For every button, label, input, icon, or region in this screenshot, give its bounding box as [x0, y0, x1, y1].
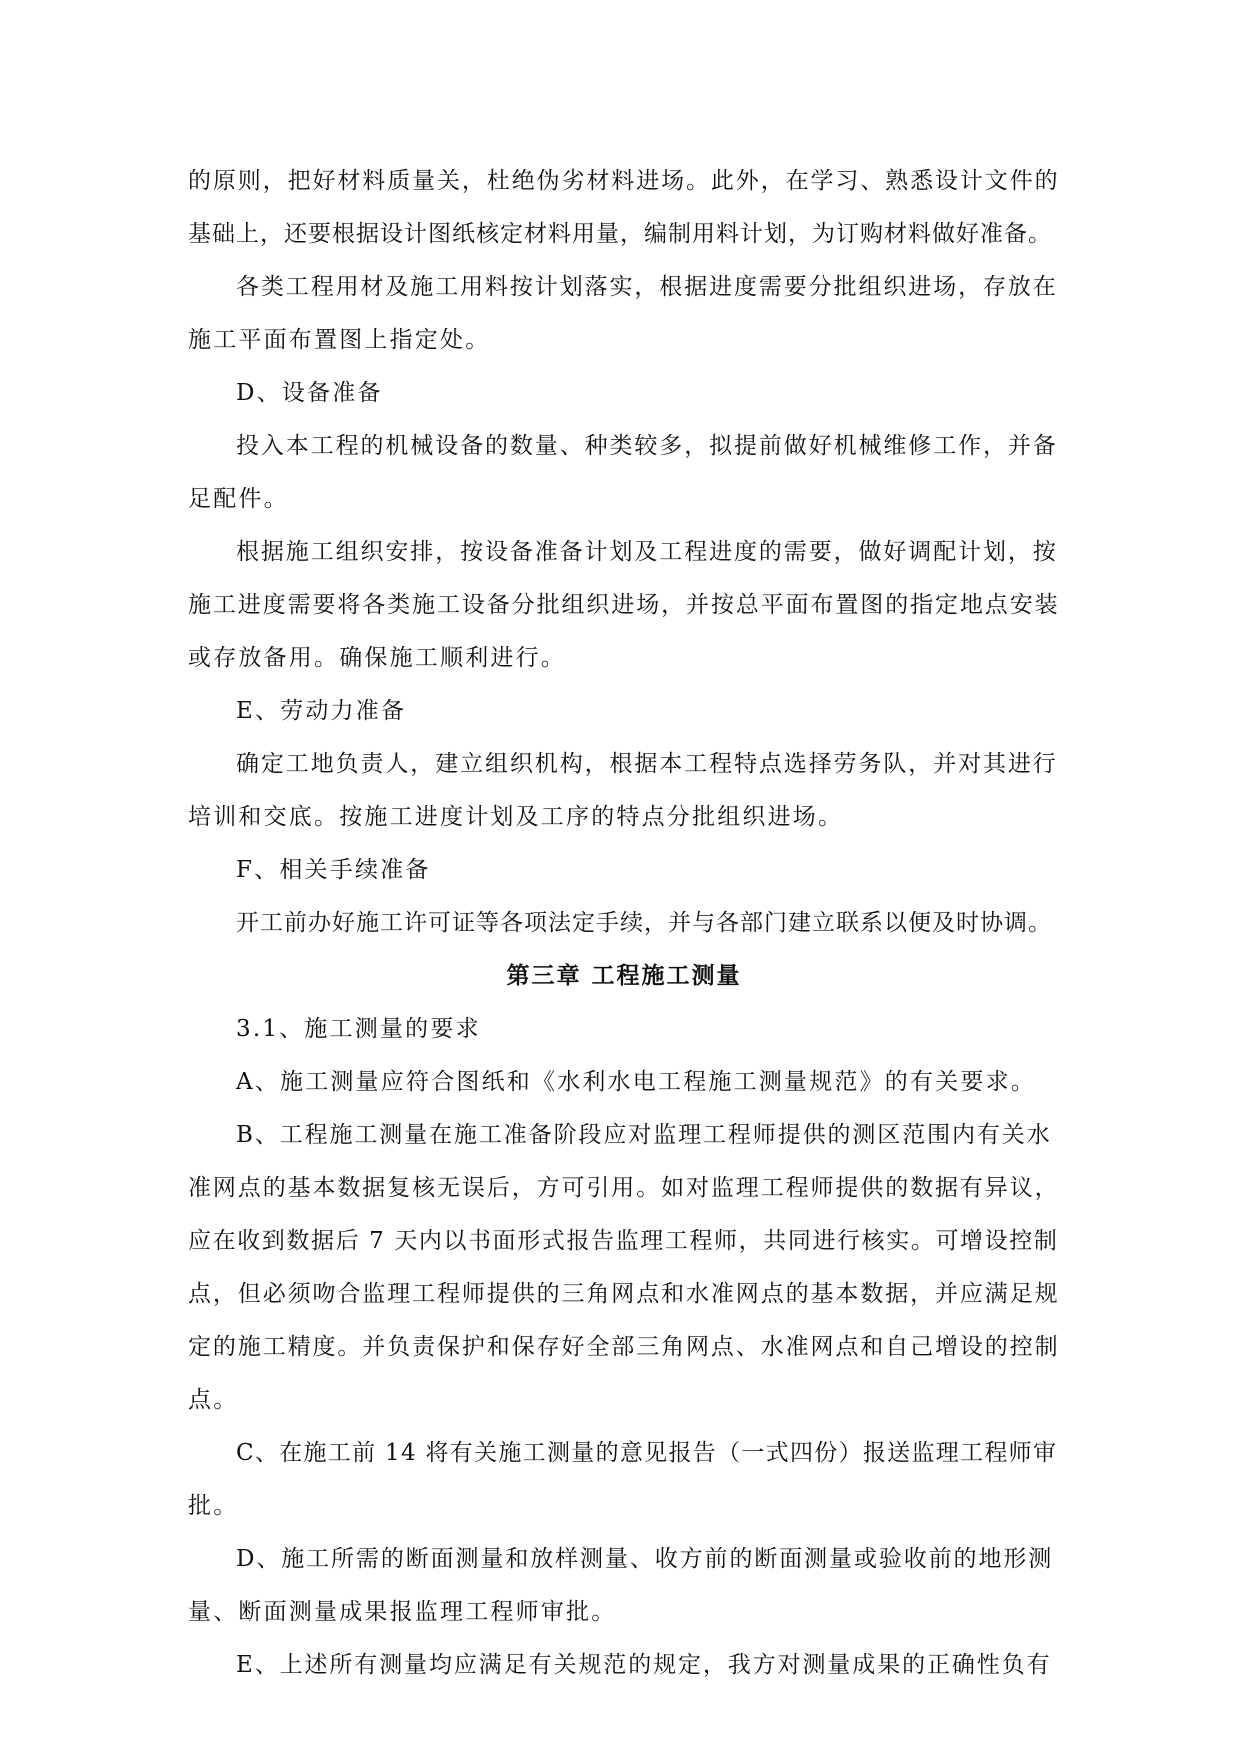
text-line: D、设备准备: [236, 380, 383, 406]
text-line: 根据施工组织安排，按设备准备计划及工程进度的需要，做好调配计划，按: [236, 539, 1058, 565]
document-page: [188, 155, 1060, 1692]
text-line: 投入本工程的机械设备的数量、种类较多，拟提前做好机械维修工作，并备: [236, 433, 1058, 459]
text-line: 3.1、施工测量的要求: [236, 1016, 481, 1042]
text-line: F、相关手续准备: [236, 857, 431, 883]
text-line: 足配件。: [188, 486, 289, 512]
text-line: 批。: [188, 1493, 239, 1519]
text-line: 量、断面测量成果报监理工程师审批。: [188, 1599, 617, 1625]
text-line: 应在收到数据后 7 天内以书面形式报告监理工程师，共同进行核实。可增设控制: [188, 1228, 1059, 1254]
text-line: 培训和交底。按施工进度计划及工序的特点分批组织进场。: [188, 804, 844, 830]
chapter-heading: 第三章 工程施工测量: [506, 963, 742, 989]
text-line: E、上述所有测量均应满足有关规范的规定，我方对测量成果的正确性负有: [236, 1652, 1052, 1678]
text-line: 或存放备用。确保施工顺利进行。: [188, 645, 566, 671]
text-line: B、工程施工测量在施工准备阶段应对监理工程师提供的测区范围内有关水: [236, 1122, 1052, 1148]
text-line: 定的施工精度。并负责保护和保存好全部三角网点、水准网点和自己增设的控制: [188, 1334, 1060, 1360]
text-line: 的原则，把好材料质量关，杜绝伪劣材料进场。此外，在学习、熟悉设计文件的: [188, 168, 1060, 194]
text-line: E、劳动力准备: [236, 698, 407, 724]
text-line: 施工进度需要将各类施工设备分批组织进场，并按总平面布置图的指定地点安装: [188, 592, 1060, 618]
text-line: 各类工程用材及施工用料按计划落实，根据进度需要分批组织进场，存放在: [236, 274, 1058, 300]
text-line: 确定工地负责人，建立组织机构，根据本工程特点选择劳务队，并对其进行: [236, 751, 1058, 777]
text-line: 开工前办好施工许可证等各项法定手续，并与各部门建立联系以便及时协调。: [236, 910, 1052, 936]
text-line: 准网点的基本数据复核无误后，方可引用。如对监理工程师提供的数据有异议，: [188, 1175, 1060, 1201]
text-line: C、在施工前 14 将有关施工测量的意见报告（一式四份）报送监理工程师审: [236, 1440, 1058, 1466]
text-line: D、施工所需的断面测量和放样测量、收方前的断面测量或验收前的地形测: [236, 1546, 1054, 1572]
text-line: 施工平面布置图上指定处。: [188, 327, 491, 353]
text-line: 基础上，还要根据设计图纸核定材料用量，编制用料计划，为订购材料做好准备。: [188, 221, 1052, 247]
text-line: A、施工测量应符合图纸和《水利水电工程施工测量规范》的有关要求。: [236, 1069, 1037, 1095]
text-line: 点，但必须吻合监理工程师提供的三角网点和水准网点的基本数据，并应满足规: [188, 1281, 1060, 1307]
text-line: 点。: [188, 1387, 239, 1413]
